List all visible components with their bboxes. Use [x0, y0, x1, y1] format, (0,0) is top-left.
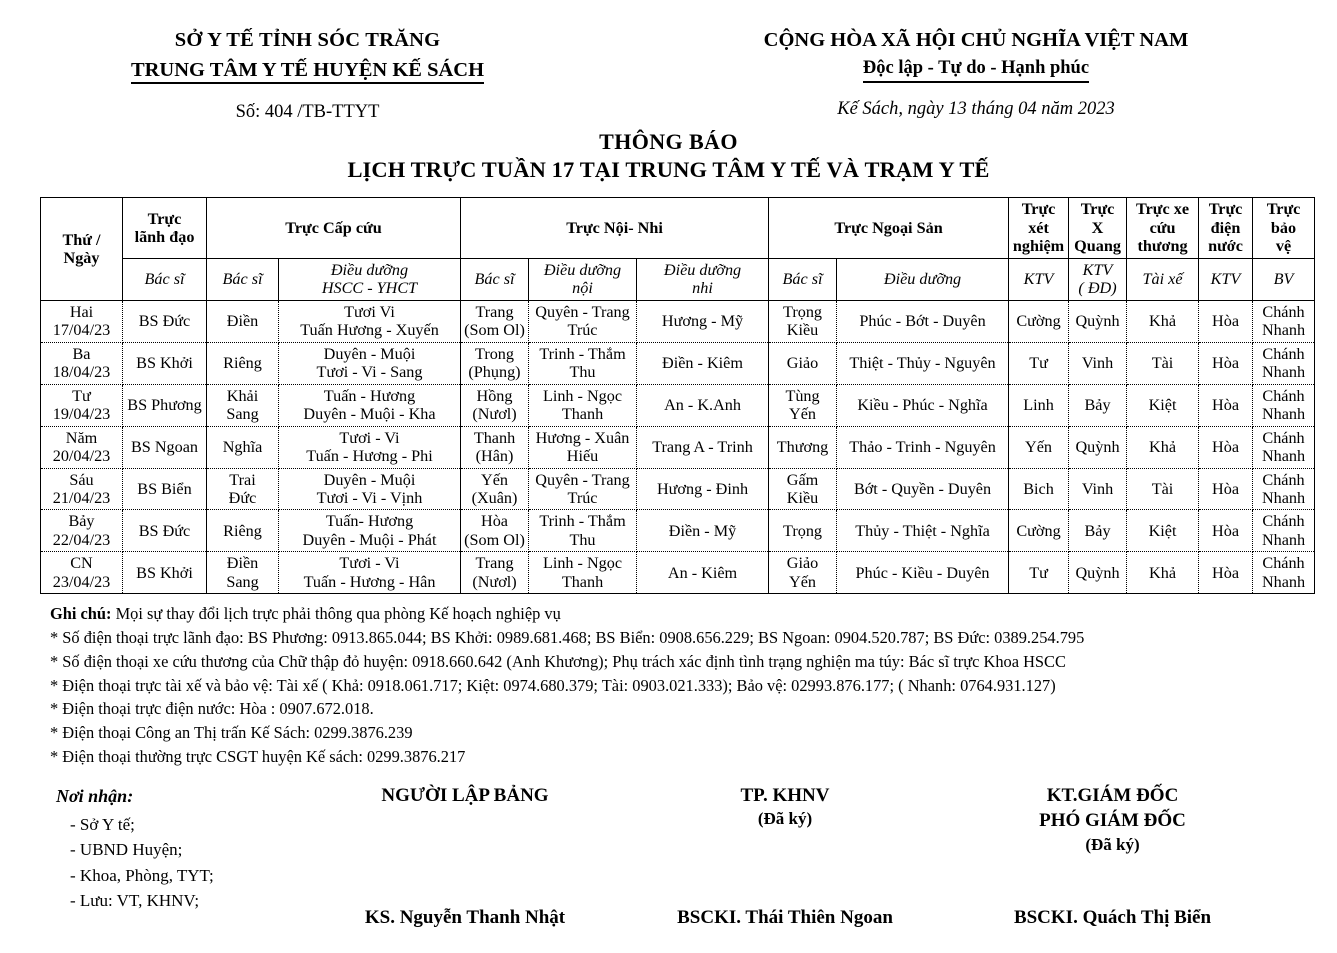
cell-leader-doctor: BS Khởi: [123, 552, 207, 594]
document-title-block: [0, 129, 1337, 183]
subcol-lab-tech: KTV: [1009, 258, 1069, 300]
cell-internal-nurse: Linh - Ngọc Thanh: [529, 552, 637, 594]
cell-xray-tech: Quỳnh: [1069, 300, 1127, 342]
cell-peds-nurse: An - K.Anh: [637, 384, 769, 426]
signed-note-khnv: (Đã ký): [757, 809, 813, 829]
name-preparer-wrap: [300, 907, 630, 929]
cell-lab-tech: Bich: [1009, 468, 1069, 510]
document-number: Số: 404 /TB-TTYT: [235, 102, 380, 123]
cell-er-doctor: Nghĩa: [207, 426, 279, 468]
cell-peds-nurse: Trang A - Trinh: [637, 426, 769, 468]
table-sub-header-row: [41, 258, 1315, 300]
cell-surgery-doctor: Thương: [769, 426, 837, 468]
cell-surgery-nurse: Thủy - Thiệt - Nghĩa: [837, 510, 1009, 552]
table-row: [41, 384, 1315, 426]
recipients-heading: Nơi nhận:: [56, 785, 134, 806]
col-group-utility: Trực điện nước: [1199, 198, 1253, 258]
name-khnv-wrap: [630, 907, 940, 929]
cell-surgery-doctor: Trọng: [769, 510, 837, 552]
cell-driver: Kiệt: [1127, 510, 1199, 552]
recipients-list: [56, 812, 214, 914]
subcol-leader-doctor: Bác sĩ: [123, 258, 207, 300]
subcol-surgery-doctor: Bác sĩ: [769, 258, 837, 300]
cell-day: Ba 18/04/23: [41, 342, 123, 384]
table-row: [41, 552, 1315, 594]
signature-area: [0, 783, 1337, 953]
signature-block-preparer: [300, 783, 630, 857]
col-group-ambulance: Trực xe cứu thương: [1127, 198, 1199, 258]
subcol-internal-doctor: Bác sĩ: [461, 258, 529, 300]
signed-note-director: (Đã ký): [1085, 835, 1140, 855]
cell-er-doctor: Điền Sang: [207, 552, 279, 594]
table-row: [41, 342, 1315, 384]
note-line-4: * Điện thoại trực điện nước: Hòa : 0907.672.018.: [50, 699, 374, 719]
cell-day: Hai 17/04/23: [41, 300, 123, 342]
cell-utility-tech: Hòa: [1199, 300, 1253, 342]
cell-internal-nurse: Quyên - Trang Trúc: [529, 468, 637, 510]
cell-surgery-nurse: Thiệt - Thủy - Nguyên: [837, 342, 1009, 384]
cell-utility-tech: Hòa: [1199, 426, 1253, 468]
nation-title: CỘNG HÒA XÃ HỘI CHỦ NGHĨA VIỆT NAM: [763, 29, 1189, 51]
col-group-xray: Trực X Quang: [1069, 198, 1127, 258]
cell-internal-doctor: Thanh (Hân): [461, 426, 529, 468]
cell-surgery-nurse: Phúc - Bớt - Duyên: [837, 300, 1009, 342]
cell-security-guard: Chánh Nhanh: [1253, 384, 1315, 426]
cell-lab-tech: Linh: [1009, 384, 1069, 426]
cell-surgery-nurse: Thảo - Trinh - Nguyên: [837, 426, 1009, 468]
name-khnv: BSCKI. Thái Thiên Ngoan: [677, 906, 893, 928]
center-name-wrap: [0, 56, 615, 86]
note-line-2: * Số điện thoại xe cứu thương của Chữ thập đỏ huyện: 0918.660.642 (Anh Khương); Phụ trách xác định tình trạng nghiện ma túy: Bác sĩ trực Khoa HSCC: [50, 651, 1066, 671]
cell-er-doctor: Khải Sang: [207, 384, 279, 426]
col-group-surgery-ob: Trực Ngoại Sản: [769, 198, 1009, 258]
notes-lines: [50, 626, 1297, 769]
table-row: [41, 426, 1315, 468]
title-announcement: THÔNG BÁO: [599, 129, 738, 155]
cell-xray-tech: Vinh: [1069, 342, 1127, 384]
cell-xray-tech: Quỳnh: [1069, 552, 1127, 594]
cell-driver: Khả: [1127, 552, 1199, 594]
cell-er-nurse: Tươi - Vi Tuấn - Hương - Hân: [279, 552, 461, 594]
role-preparer: NGƯỜI LẬP BẢNG: [381, 784, 549, 806]
cell-peds-nurse: Hương - Đinh: [637, 468, 769, 510]
name-director: BSCKI. Quách Thị Biển: [1013, 906, 1212, 928]
subcol-xray-tech: KTV ( ĐD): [1069, 258, 1127, 300]
col-group-security: Trực bảo vệ: [1253, 198, 1315, 258]
cell-er-doctor: Riêng: [207, 342, 279, 384]
cell-internal-nurse: Quyên - Trang Trúc: [529, 300, 637, 342]
table-row: [41, 468, 1315, 510]
cell-peds-nurse: An - Kiêm: [637, 552, 769, 594]
cell-xray-tech: Bảy: [1069, 384, 1127, 426]
cell-day: Bảy 22/04/23: [41, 510, 123, 552]
subcol-utility-tech: KTV: [1199, 258, 1253, 300]
cell-internal-doctor: Hồng (Nươl): [461, 384, 529, 426]
cell-security-guard: Chánh Nhanh: [1253, 468, 1315, 510]
cell-surgery-doctor: Gấm Kiều: [769, 468, 837, 510]
cell-peds-nurse: Hương - Mỹ: [637, 300, 769, 342]
cell-utility-tech: Hòa: [1199, 552, 1253, 594]
schedule-table-wrap: [40, 197, 1306, 594]
cell-internal-nurse: Linh - Ngọc Thanh: [529, 384, 637, 426]
cell-er-nurse: Tươi - Vi Tuấn - Hương - Phi: [279, 426, 461, 468]
cell-utility-tech: Hòa: [1199, 468, 1253, 510]
cell-internal-nurse: Trinh - Thắm Thu: [529, 510, 637, 552]
cell-day: Sáu 21/04/23: [41, 468, 123, 510]
cell-er-nurse: Tuấn - Hương Duyên - Muội - Kha: [279, 384, 461, 426]
cell-security-guard: Chánh Nhanh: [1253, 426, 1315, 468]
cell-er-nurse: Duyên - Muội Tươi - Vi - Vịnh: [279, 468, 461, 510]
role-deputy-director: PHÓ GIÁM ĐỐC: [1039, 810, 1186, 832]
cell-security-guard: Chánh Nhanh: [1253, 510, 1315, 552]
district-health-center: TRUNG TÂM Y TẾ HUYỆN KẾ SÁCH: [131, 56, 484, 86]
signature-block-director: [940, 783, 1285, 857]
cell-driver: Tài: [1127, 342, 1199, 384]
role-director: KT.GIÁM ĐỐC: [1046, 784, 1179, 806]
recipient-item: - Sở Y tế;: [70, 814, 135, 834]
cell-er-nurse: Duyên - Muội Tươi - Vi - Sang: [279, 342, 461, 384]
cell-lab-tech: Tư: [1009, 552, 1069, 594]
cell-utility-tech: Hòa: [1199, 510, 1253, 552]
cell-utility-tech: Hòa: [1199, 384, 1253, 426]
cell-surgery-doctor: Trọng Kiều: [769, 300, 837, 342]
cell-driver: Khả: [1127, 300, 1199, 342]
name-director-wrap: [940, 907, 1285, 929]
cell-day: CN 23/04/23: [41, 552, 123, 594]
title-subject: LỊCH TRỰC TUẦN 17 TẠI TRUNG TÂM Y TẾ VÀ TRẠM Y TẾ: [347, 157, 990, 183]
cell-leader-doctor: BS Phương: [123, 384, 207, 426]
table-head: [41, 198, 1315, 300]
cell-er-doctor: Riêng: [207, 510, 279, 552]
col-day: Thứ / Ngày: [41, 198, 123, 300]
cell-lab-tech: Yến: [1009, 426, 1069, 468]
duty-schedule-table: [40, 197, 1315, 594]
subcol-er-doctor: Bác sĩ: [207, 258, 279, 300]
cell-day: Tư 19/04/23: [41, 384, 123, 426]
cell-internal-nurse: Trinh - Thắm Thu: [529, 342, 637, 384]
table-row: [41, 300, 1315, 342]
cell-utility-tech: Hòa: [1199, 342, 1253, 384]
national-motto: Độc lập - Tự do - Hạnh phúc: [863, 58, 1089, 83]
cell-security-guard: Chánh Nhanh: [1253, 300, 1315, 342]
place-and-date: Kế Sách, ngày 13 tháng 04 năm 2023: [837, 98, 1115, 119]
cell-er-doctor: Trai Đức: [207, 468, 279, 510]
name-preparer: KS. Nguyễn Thanh Nhật: [364, 906, 566, 928]
cell-leader-doctor: BS Đức: [123, 510, 207, 552]
cell-leader-doctor: BS Đức: [123, 300, 207, 342]
subcol-surgery-nurse: Điều dưỡng: [837, 258, 1009, 300]
cell-driver: Khả: [1127, 426, 1199, 468]
notes-lead-rest: Mọi sự thay đổi lịch trực phải thông qua phòng Kế hoạch nghiệp vụ: [111, 604, 561, 624]
cell-peds-nurse: Điền - Mỹ: [637, 510, 769, 552]
cell-day: Năm 20/04/23: [41, 426, 123, 468]
cell-lab-tech: Tư: [1009, 342, 1069, 384]
cell-surgery-nurse: Kiều - Phúc - Nghĩa: [837, 384, 1009, 426]
note-line-3: * Điện thoại trực tài xế và bảo vệ: Tài xế ( Khả: 0918.061.717; Kiệt: 0974.680.379; Tài: 0903.021.333); Bảo vệ: 02993.876.177; ( Nhanh: 0764.931.127): [50, 675, 1056, 695]
signature-names-row: [300, 907, 1300, 929]
subcol-security-guard: BV: [1253, 258, 1315, 300]
cell-driver: Kiệt: [1127, 384, 1199, 426]
cell-security-guard: Chánh Nhanh: [1253, 342, 1315, 384]
role-khnv: TP. KHNV: [740, 784, 830, 806]
notes-label: Ghi chú:: [50, 604, 112, 624]
note-line-5: * Điện thoại Công an Thị trấn Kế Sách: 0299.3876.239: [50, 723, 413, 743]
note-line-1: * Số điện thoại trực lãnh đạo: BS Phương: 0913.865.044; BS Khởi: 0989.681.468; BS Biển: 0908.656.229; BS Ngoan: 0904.520.787; BS Đức: 0389.254.795: [50, 628, 1085, 648]
recipient-item: - UBND Huyện;: [70, 840, 183, 860]
col-group-lab: Trực xét nghiệm: [1009, 198, 1069, 258]
recipient-item: - Lưu: VT, KHNV;: [70, 891, 200, 911]
cell-surgery-nurse: Phúc - Kiều - Duyên: [837, 552, 1009, 594]
cell-lab-tech: Cường: [1009, 510, 1069, 552]
province-health-dept: SỞ Y TẾ TỈNH SÓC TRĂNG: [174, 29, 441, 51]
subcol-internal-nurse: Điều dưỡng nội: [529, 258, 637, 300]
cell-lab-tech: Cường: [1009, 300, 1069, 342]
cell-xray-tech: Bảy: [1069, 510, 1127, 552]
cell-internal-doctor: Trong (Phụng): [461, 342, 529, 384]
cell-internal-doctor: Trang (Nươl): [461, 552, 529, 594]
cell-internal-doctor: Hòa (Som Ol): [461, 510, 529, 552]
cell-internal-nurse: Hương - Xuân Hiếu: [529, 426, 637, 468]
subcol-er-nurse: Điều dưỡng HSCC - YHCT: [279, 258, 461, 300]
cell-leader-doctor: BS Biển: [123, 468, 207, 510]
header-right-block: [615, 26, 1337, 123]
table-group-header-row: [41, 198, 1315, 258]
note-line-0: [50, 602, 1297, 626]
col-group-leader: Trực lãnh đạo: [123, 198, 207, 258]
table-body: [41, 300, 1315, 594]
cell-er-nurse: Tuấn- Hương Duyên - Muội - Phát: [279, 510, 461, 552]
cell-peds-nurse: Điền - Kiêm: [637, 342, 769, 384]
notes-section: [50, 602, 1297, 768]
cell-surgery-doctor: Giảo Yến: [769, 552, 837, 594]
cell-leader-doctor: BS Ngoan: [123, 426, 207, 468]
cell-driver: Tài: [1127, 468, 1199, 510]
signature-block-khnv: [630, 783, 940, 857]
recipient-item: - Khoa, Phòng, TYT;: [70, 865, 214, 885]
cell-surgery-doctor: Tùng Yến: [769, 384, 837, 426]
document-header: [0, 0, 1337, 123]
cell-xray-tech: Vinh: [1069, 468, 1127, 510]
motto-wrap: [615, 56, 1337, 83]
header-left-block: [0, 26, 615, 123]
cell-internal-doctor: Yến (Xuân): [461, 468, 529, 510]
cell-surgery-doctor: Giảo: [769, 342, 837, 384]
col-group-internal-peds: Trực Nội- Nhi: [461, 198, 769, 258]
subcol-driver: Tài xế: [1127, 258, 1199, 300]
cell-leader-doctor: BS Khởi: [123, 342, 207, 384]
recipients-block: [56, 783, 214, 914]
subcol-peds-nurse: Điều dưỡng nhi: [637, 258, 769, 300]
note-line-6: * Điện thoại thường trực CSGT huyện Kế sách: 0299.3876.217: [50, 747, 466, 767]
signature-roles-row: [300, 783, 1300, 857]
cell-xray-tech: Quỳnh: [1069, 426, 1127, 468]
cell-security-guard: Chánh Nhanh: [1253, 552, 1315, 594]
cell-surgery-nurse: Bớt - Quyền - Duyên: [837, 468, 1009, 510]
table-row: [41, 510, 1315, 552]
cell-internal-doctor: Trang (Som Ol): [461, 300, 529, 342]
col-group-emergency: Trực Cấp cứu: [207, 198, 461, 258]
cell-er-nurse: Tươi Vi Tuấn Hương - Xuyến: [279, 300, 461, 342]
cell-er-doctor: Điền: [207, 300, 279, 342]
